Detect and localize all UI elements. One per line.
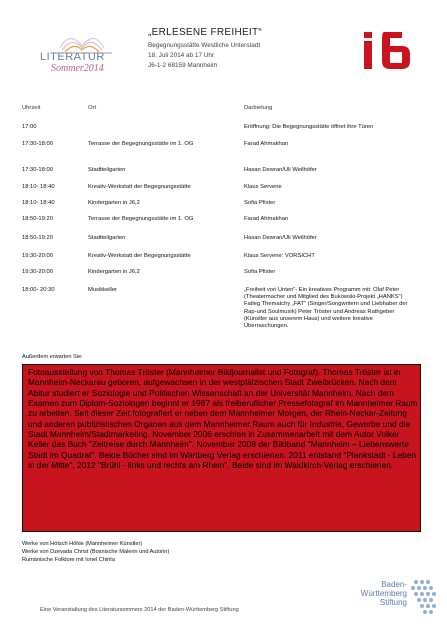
event-date: 18. Juli 2014 ab 17 Uhr <box>148 52 215 59</box>
row-place: Kreativ-Werkstatt der Begegnungsstätte <box>88 253 191 259</box>
dots-icon <box>410 578 440 620</box>
row-place: Stadtteilgarten <box>88 167 126 173</box>
row-time: 18:10- 18:40 <box>22 184 55 190</box>
row-time: 17:30-18:00 <box>22 167 53 173</box>
row-place: Kindergarten in J6,2 <box>88 269 140 275</box>
row-act: Sofia Pfister <box>244 269 276 275</box>
row-act: Hasan Dewran/Uli Weilhöfer <box>244 235 317 241</box>
row-time: 17:30-18:00 <box>22 141 53 147</box>
row-time: 18:50-19:20 <box>22 235 53 241</box>
event-address: J6-1-2 68159 Mannheim <box>148 62 218 69</box>
photo-exhibition-text: Fotoausstellung von Thomas Tröster (Mannheimer Bildjournalist und Fotograf). Thomas Tröster ist in Mannheim-Neckarau geboren, aufgewachsen in der westpfälzischen Stadt Zweibrücken. Nach dem Abitur studiert er Soziologie und Politischen Wissenschaft an der Universität Mannheim. Nach dem Examen zum Diplom-Soziologen beginnt er 1987 als freiberuflicher Pressefotograf im Mannheimer Raum zu arbeiten. Seit dieser Zeit fotografiert er neben dem Mannheimer Morgen, der Rhein-Neckar-Zeitung und anderen publizistischen Organen aus dem Mannheimer Raum auch für Industrie, Gewerbe und die Stadt Mannheim/Stadtmarketing. November 2006 erschien in Zusammenarbeit mit dem Autor Volker Keller das Buch "Zeitreise durch Mannheim". November 2008 der Bildband "Mannheim – Liebenswerte Stadt im Quadrat". Beide Bücher sind im Wartberg Verlag erschienen. 2011 entstand "Plankstadt - Leben in der Mitte", 2012 "Brühl - links und rechts am Rhein". Beide sind im Waldkirch-Verlag erschienen. <box>28 367 418 471</box>
also-expect-label: Außerdem erwarten Sie: <box>22 354 83 360</box>
row-time: 18:00- 20:30 <box>22 287 55 293</box>
event-title: „ERLESENE FREIHEIT“ <box>148 27 263 38</box>
header-act: Darbietung <box>244 105 273 111</box>
photo-exhibition-box <box>22 364 421 532</box>
row-time: 19:30-20:00 <box>22 269 53 275</box>
row-place: Musikkeller <box>88 287 117 293</box>
row-place: Stadtteilgarten <box>88 235 126 241</box>
bw-stiftung-logo <box>352 578 442 628</box>
row-act: Farad Ahmakhan <box>244 141 289 147</box>
header-place: Ort <box>88 105 97 111</box>
header-time: Uhrzeit <box>22 105 41 111</box>
row-act: „Freiheit von Unten“- Ein kreatives Programm mit: Olaf Peter (Theatermacher und Mitglied des Bukowski-Projekt „HANKS“) Fatleg Thematchy „FAT“ (Singer/Songwritern und Liebhaber der Rap-und Soulmusik) Peter Tröster und Andreas Rathgeber (Künstler aus unserem Haus) und weitere kreative Überraschungen. <box>244 287 408 330</box>
row-act: Klaus Servene: VORSICHT <box>244 253 315 259</box>
row-time: 19:30-20:00 <box>22 253 53 259</box>
row-place: Kreativ-Werkstatt der Begegnungsstätte <box>88 184 191 190</box>
row-act: Klaus Servene <box>244 184 282 190</box>
i6-logo <box>362 28 414 72</box>
extra-item: Werke von Dzevada Christ (Bosnische Malerin und Autorin) <box>22 549 170 555</box>
row-time: 17:00 <box>22 124 37 130</box>
row-time: 18:50-19:20 <box>22 216 53 222</box>
logo-title: LITERATUR <box>40 51 105 63</box>
row-place: Kindergarten in J6,2 <box>88 200 140 206</box>
row-place: Terrasse der Begegnungsstätte im 1. OG <box>88 216 194 222</box>
event-venue: Begegnungsstätte Westliche Unterstadt <box>148 42 261 49</box>
i6-logo-icon <box>362 28 414 72</box>
bw-logo-line1: Baden- <box>381 580 407 589</box>
bw-logo-line3: Stiftung <box>379 598 407 607</box>
footer-note: Eine Veranstaltung des Literatursommers 2014 der Baden-Württemberg Stiftung <box>40 607 239 613</box>
extra-item: Rumänische Folklore mit Ionel Chirita <box>22 557 115 563</box>
extra-item: Werke von Hötsch Höhle (Mannheimer Künstler) <box>22 541 143 547</box>
logo-subtitle: Sommer2014 <box>51 63 104 74</box>
bw-logo-line2: Württemberg <box>360 589 407 598</box>
row-place: Terrasse der Begegnungsstätte im 1. OG <box>88 141 194 147</box>
row-act: Eröffnung: Die Begegnungsstätte öffnet ihre Türen <box>244 124 374 130</box>
row-act: Hasan Dewran/Uli Weilhöfer <box>244 167 317 173</box>
row-act: Sofia Pfister <box>244 200 276 206</box>
row-time: 18:10- 18:40 <box>22 200 55 206</box>
row-act: Farad Ahmakhan <box>244 216 289 222</box>
